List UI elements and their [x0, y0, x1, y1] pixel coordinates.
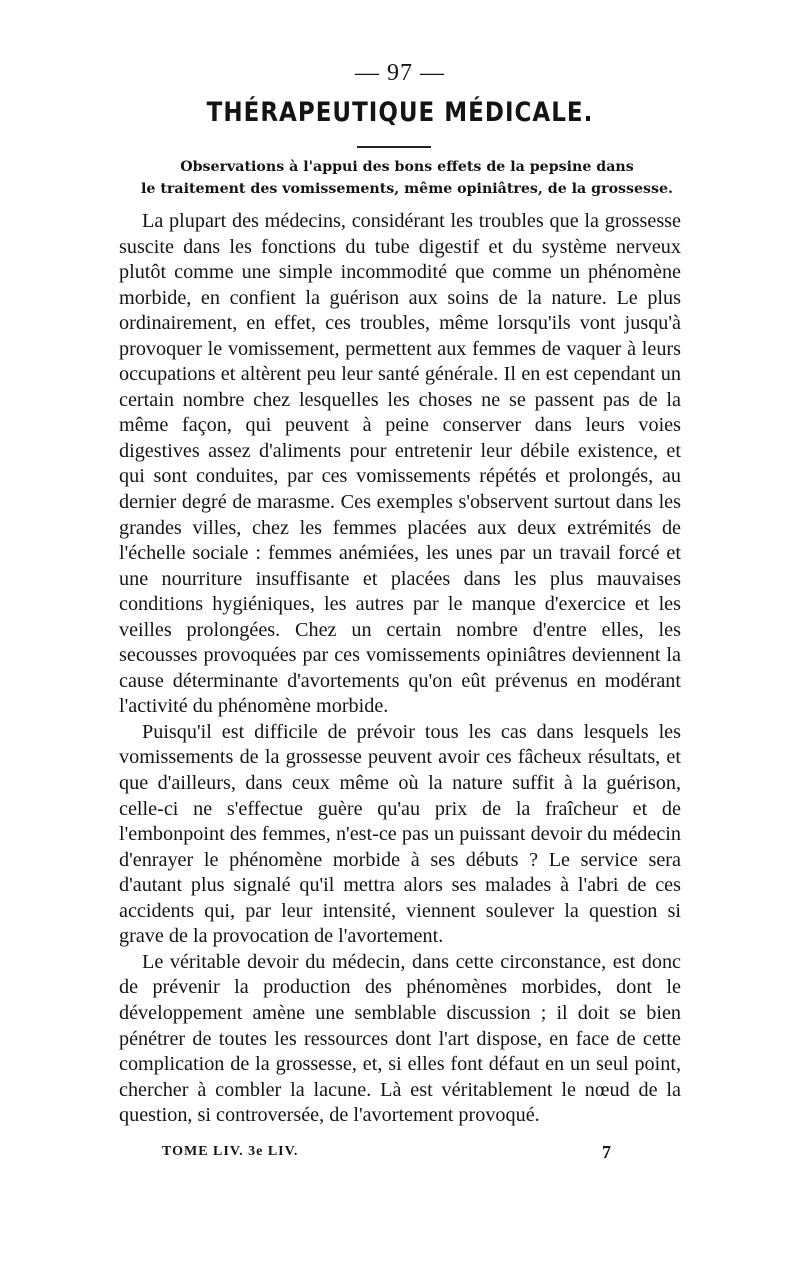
paragraph-2: Puisqu'il est difficile de prévoir tous les cas dans lesquels les vomissements de la grossesse peuvent avoir ces fâcheux résultats, et que d'ailleurs, dans ceux même où la nature suffit à la guérison, celle-ci ne s'effectue guère qu'au prix de la fraîcheur et de l'embonpoint des femmes, n'est-ce pas un puissant devoir du médecin d'enrayer le phénomène morbide à ses débuts ? Le service sera d'autant plus signalé qu'il mettra alors ses malades à l'abri de ces accidents qui, par leur intensité, viennent soulever la question si grave de la provocation de l'avortement. [119, 720, 681, 948]
sheet-number: 7 [602, 1142, 611, 1162]
article-title [112, 156, 702, 200]
title-divider [357, 146, 431, 148]
page-footer [0, 1144, 800, 1168]
page-number: — 97 — [355, 60, 445, 86]
article-title-line-2: le traitement des vomissements, même opiniâtres, de la grossesse. [141, 181, 673, 197]
paragraph-1: La plupart des médecins, considérant les troubles que la grossesse suscite dans les fonctions du tube digestif et du système nerveux plutôt comme une simple incommodité que comme un phénomène morbide, en confient la guérison aux soins de la nature. Le plus ordinairement, en effet, ces troubles, même lorsqu'ils vont jusqu'à provoquer le vomissement, permettent aux femmes de vaquer à leurs occupations et altèrent peu leur santé générale. Il en est cependant un certain nombre chez lesquelles les choses ne se passent pas de la même façon, qui peuvent à peine conserver dans leurs voies digestives assez d'aliments pour entretenir leur débile existence, et qui sont conduites, par ces vomissements répétés et prolongés, au dernier degré de marasme. Ces exemples s'observent surtout dans les grandes villes, chez les femmes placées aux deux extrémités de l'échelle sociale : femmes anémiées, les unes par un travail forcé et une nourriture insuffisante et placées dans les plus mauvaises conditions hygiéniques, les autres par le manque d'exercice et les veilles prolongées. Chez un certain nombre d'entre elles, les secousses provoquées par ces vomissements opiniâtres deviennent la cause déterminante d'avortements qu'on eût prévenus en modérant l'activité du phénomène morbide. [119, 210, 681, 718]
article-title-line-1: Observations à l'appui des bons effets de la pepsine dans [180, 159, 634, 175]
volume-signature: TOME LIV. 3e LIV. [162, 1144, 299, 1159]
section-title: THÉRAPEUTIQUE MÉDICALE. [206, 98, 594, 128]
article-body [119, 209, 681, 1129]
paragraph-3: Le véritable devoir du médecin, dans cette circonstance, est donc de prévenir la production des phénomènes morbides, dont le développement amène une semblable discussion ; il doit se bien pénétrer de toutes les ressources dont l'art dispose, en face de cette complication de la grossesse, et, si elles font défaut en un seul point, chercher à combler la lacune. Là est véritablement le nœud de la question, si controversée, de l'avortement provoqué. [119, 950, 681, 1127]
